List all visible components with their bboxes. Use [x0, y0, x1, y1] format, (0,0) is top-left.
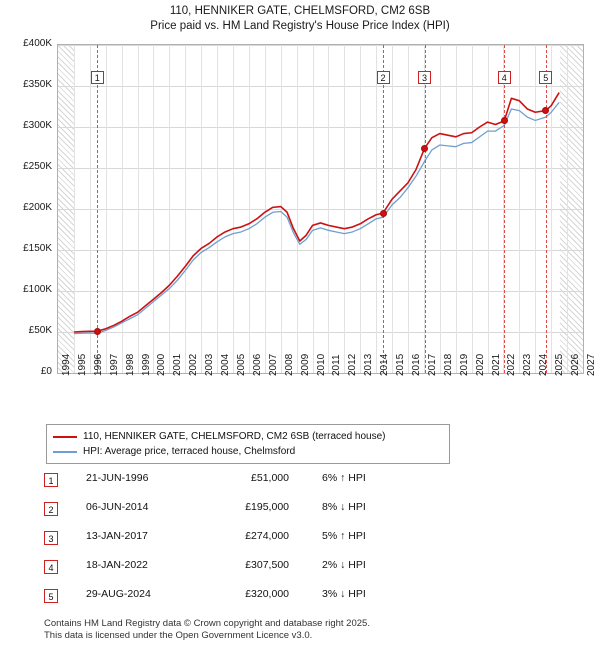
- sale-date: 18-JAN-2022: [86, 559, 148, 571]
- y-axis-tick-label: £0: [40, 366, 52, 377]
- legend-swatch-hpi: [53, 451, 77, 453]
- x-axis-tick-label: 1996: [92, 353, 104, 376]
- sale-price: £320,000: [245, 588, 289, 600]
- x-axis-tick-label: 2021: [490, 353, 502, 376]
- x-axis-tick-label: 1997: [108, 353, 120, 376]
- sale-hpi-delta: 8% ↓ HPI: [322, 501, 366, 513]
- x-axis-tick-label: 2016: [411, 353, 422, 376]
- sale-marker-flag: 1: [91, 71, 104, 84]
- x-axis-tick-label: 2012: [347, 353, 359, 376]
- x-axis-tick-label: 2022: [506, 353, 518, 376]
- sale-price: £195,000: [245, 501, 289, 513]
- x-axis-tick-label: 2015: [395, 353, 407, 376]
- x-axis-tick-label: 2024: [538, 353, 550, 376]
- gridline-vertical: [583, 45, 584, 373]
- y-axis-tick-label: £100K: [23, 284, 52, 295]
- table-row: [44, 528, 444, 557]
- sale-marker-line: [425, 45, 427, 373]
- chart-plot-area: [57, 44, 584, 374]
- table-row: [44, 499, 444, 528]
- x-axis-tick-label: 2007: [267, 353, 279, 376]
- sale-index-badge: 2: [44, 502, 58, 516]
- x-axis-tick-label: 1994: [61, 353, 72, 376]
- sale-date: 06-JUN-2014: [86, 501, 149, 513]
- footer-line-1: Contains HM Land Registry data © Crown copyright and database right 2025.: [44, 618, 370, 629]
- sale-hpi-delta: 5% ↑ HPI: [322, 530, 366, 542]
- x-axis-tick-label: 2017: [426, 353, 438, 376]
- y-axis-tick-label: £300K: [23, 120, 52, 131]
- sale-marker-flag: 4: [498, 71, 511, 84]
- x-axis-tick-label: 2023: [522, 353, 534, 376]
- x-axis-tick-label: 2000: [156, 353, 168, 376]
- x-axis-tick-label: 2003: [204, 353, 216, 376]
- sale-marker-flag: 5: [539, 71, 552, 84]
- x-axis-tick-label: 2027: [586, 353, 597, 376]
- sale-index-badge: 1: [44, 473, 58, 487]
- sale-date: 13-JAN-2017: [86, 530, 148, 542]
- sale-hpi-delta: 3% ↓ HPI: [322, 588, 366, 600]
- x-axis-tick-label: 2026: [570, 353, 582, 376]
- sale-price: £307,500: [245, 559, 289, 571]
- sale-index-badge: 4: [44, 560, 58, 574]
- table-row: [44, 586, 444, 615]
- table-row: [44, 557, 444, 586]
- x-axis-tick-label: 1995: [76, 353, 88, 376]
- sale-marker-dot: [94, 328, 101, 335]
- legend-swatch-price-paid: [53, 436, 77, 438]
- x-axis-tick-label: 2006: [251, 353, 263, 376]
- title-line-1: 110, HENNIKER GATE, CHELMSFORD, CM2 6SB: [169, 5, 431, 17]
- sale-price: £51,000: [251, 472, 289, 484]
- sale-hpi-delta: 2% ↓ HPI: [322, 559, 366, 571]
- y-axis-tick-label: £200K: [23, 202, 52, 213]
- legend-entry-0: [53, 429, 443, 444]
- legend-label-hpi: HPI: Average price, terraced house, Chelmsford: [83, 446, 296, 457]
- x-axis-tick-label: 2020: [474, 353, 486, 376]
- x-axis-tick-label: 2010: [315, 353, 327, 376]
- sale-marker-line: [97, 45, 99, 373]
- x-axis-tick-label: 1998: [124, 353, 136, 376]
- x-axis-tick-label: 2019: [458, 353, 470, 376]
- x-axis-tick-label: 2011: [331, 354, 343, 376]
- y-axis-tick-label: £400K: [23, 38, 52, 49]
- y-axis-tick-label: £250K: [23, 161, 52, 172]
- y-axis-tick-label: £50K: [28, 325, 52, 336]
- sale-hpi-delta: 6% ↑ HPI: [322, 472, 366, 484]
- y-axis-tick-label: £150K: [23, 243, 52, 254]
- x-axis-tick-label: 2009: [299, 353, 311, 376]
- sale-marker-line: [546, 45, 548, 373]
- legend-entry-1: [53, 444, 443, 459]
- sale-marker-dot: [380, 210, 387, 217]
- sale-marker-flag: 2: [377, 71, 390, 84]
- x-axis-tick-label: 2004: [220, 353, 232, 376]
- x-axis-tick-label: 2013: [363, 353, 375, 376]
- x-axis-tick-label: 2002: [188, 353, 200, 376]
- footer-line-2: This data is licensed under the Open Government Licence v3.0.: [44, 629, 313, 641]
- legend-label-price-paid: 110, HENNIKER GATE, CHELMSFORD, CM2 6SB (terraced house): [83, 431, 386, 442]
- sale-date: 29-AUG-2024: [86, 588, 151, 600]
- sale-marker-line: [504, 45, 506, 373]
- sale-marker-flag: 3: [418, 71, 431, 84]
- x-axis-tick-label: 2001: [172, 353, 184, 376]
- x-axis-tick-label: 2018: [442, 353, 454, 376]
- page-title: [0, 4, 600, 34]
- table-row: [44, 470, 444, 499]
- x-axis-tick-label: 2008: [283, 353, 295, 376]
- x-axis-tick-label: 1999: [140, 353, 152, 376]
- series-line-price-paid: [74, 93, 559, 332]
- chart-container: [0, 36, 600, 376]
- sale-index-badge: 5: [44, 589, 58, 603]
- x-axis-tick-label: 2005: [236, 353, 247, 376]
- sales-table: [44, 470, 444, 615]
- footer-attribution: [44, 618, 584, 641]
- sale-price: £274,000: [245, 530, 289, 542]
- x-axis-tick-label: 2014: [379, 353, 391, 376]
- y-axis-tick-label: £350K: [23, 79, 52, 90]
- sale-date: 21-JUN-1996: [86, 472, 149, 484]
- sale-marker-dot: [421, 145, 428, 152]
- chart-legend: [46, 424, 450, 464]
- title-line-2: Price paid vs. HM Land Registry's House Price Index (HPI): [150, 20, 450, 32]
- x-axis-tick-label: 2025: [554, 353, 566, 376]
- sale-index-badge: 3: [44, 531, 58, 545]
- series-line-hpi: [74, 102, 559, 333]
